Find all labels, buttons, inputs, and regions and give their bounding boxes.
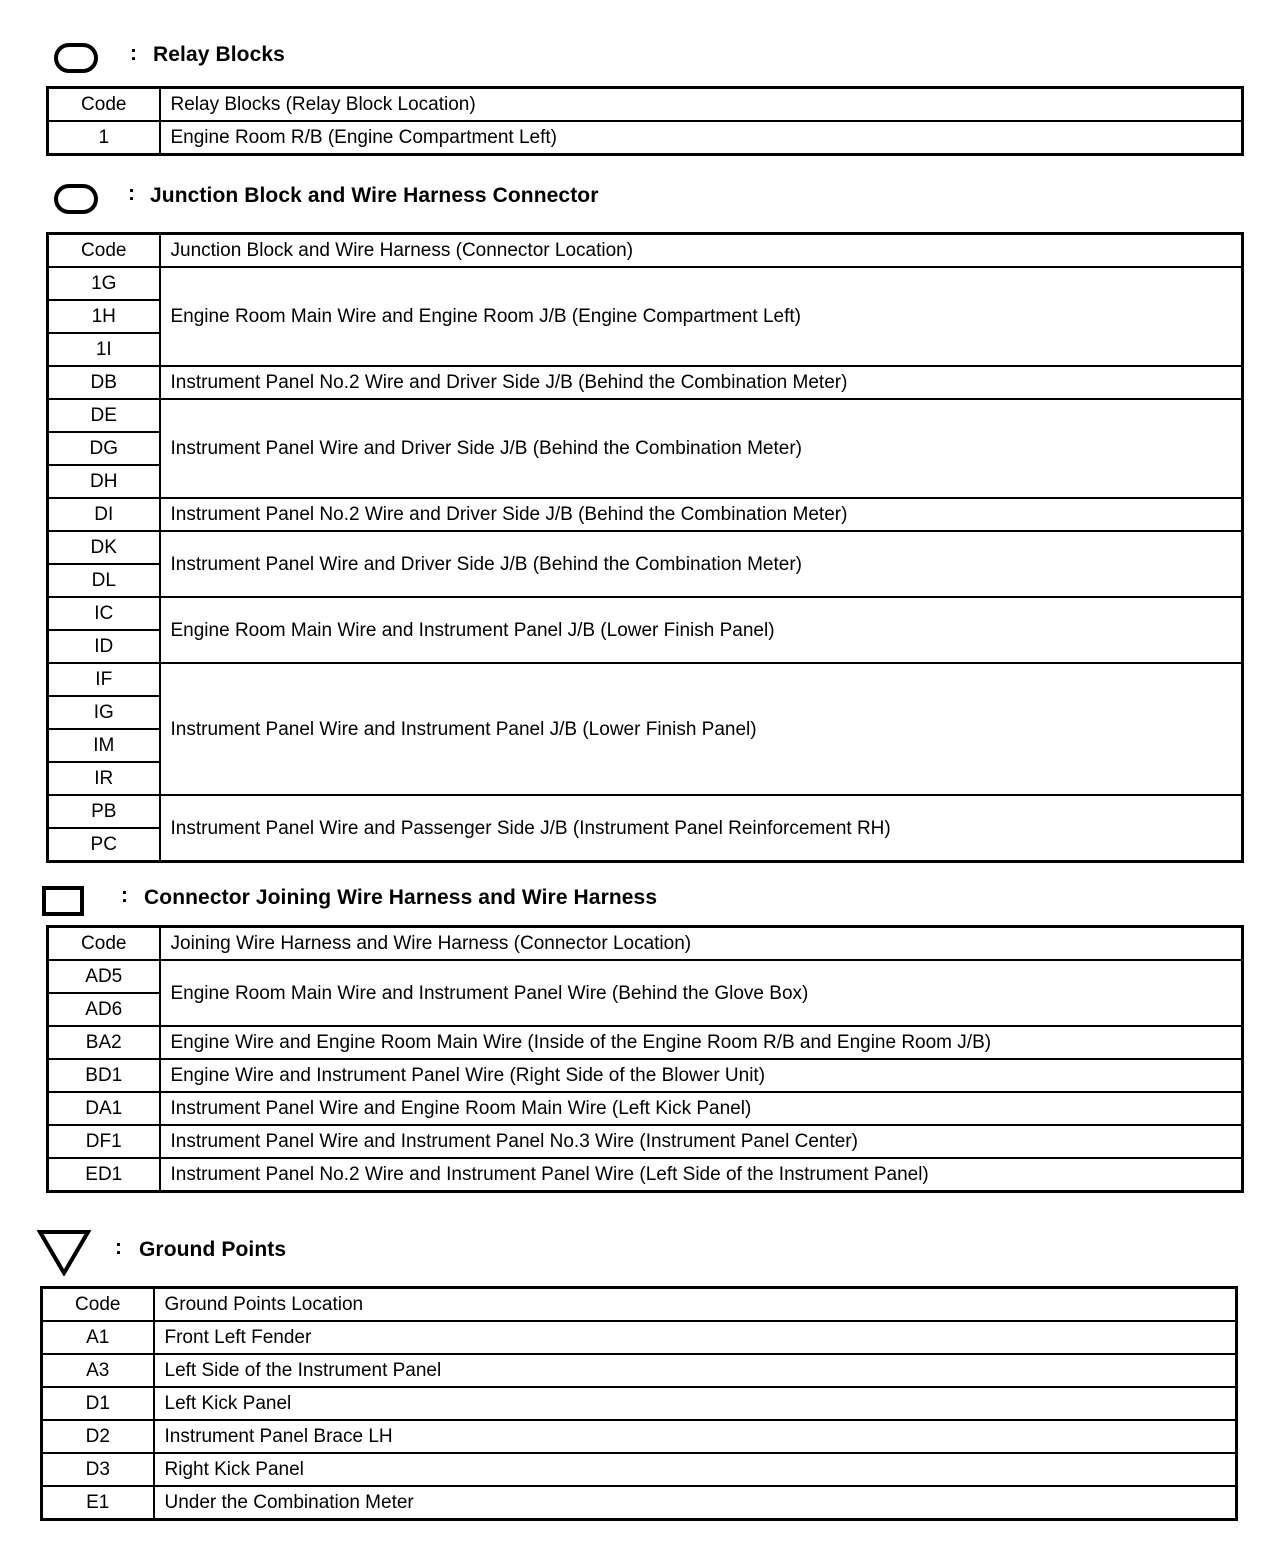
relay-blocks-heading — [0, 38, 1280, 78]
table-row — [48, 1092, 1243, 1125]
table-row — [42, 1453, 1237, 1486]
location-cell: Instrument Panel No.2 Wire and Driver Side J/B (Behind the Combination Meter) — [160, 498, 1243, 531]
code-column-header: Code — [48, 234, 160, 268]
code-cell: A3 — [42, 1354, 154, 1387]
code-cell: D2 — [42, 1420, 154, 1453]
table-row — [42, 1354, 1237, 1387]
location-cell: Instrument Panel Brace LH — [154, 1420, 1237, 1453]
heading-colon: : — [128, 182, 135, 205]
code-cell: AD6 — [48, 993, 160, 1026]
connectors-title: Connector Joining Wire Harness and Wire Harness — [144, 886, 658, 909]
location-cell: Instrument Panel Wire and Passenger Side J/B (Instrument Panel Reinforcement RH) — [160, 795, 1243, 862]
code-cell: IM — [48, 729, 160, 762]
table-row — [42, 1420, 1237, 1453]
ground-points-title: Ground Points — [139, 1238, 287, 1261]
location-cell: Engine Room Main Wire and Instrument Panel Wire (Behind the Glove Box) — [160, 960, 1243, 1026]
table-row — [48, 795, 1243, 828]
location-column-header: Relay Blocks (Relay Block Location) — [160, 88, 1243, 122]
code-cell: AD5 — [48, 960, 160, 993]
code-cell: PB — [48, 795, 160, 828]
table-row — [48, 366, 1243, 399]
code-cell: 1G — [48, 267, 160, 300]
code-cell: DA1 — [48, 1092, 160, 1125]
table-row — [48, 597, 1243, 630]
location-column-header: Junction Block and Wire Harness (Connector Location) — [160, 234, 1243, 268]
location-cell: Instrument Panel No.2 Wire and Driver Side J/B (Behind the Combination Meter) — [160, 366, 1243, 399]
code-column-header: Code — [42, 1288, 154, 1322]
code-column-header: Code — [48, 88, 160, 122]
location-cell: Engine Wire and Engine Room Main Wire (Inside of the Engine Room R/B and Engine Room J/B) — [160, 1026, 1243, 1059]
location-column-header: Joining Wire Harness and Wire Harness (Connector Location) — [160, 927, 1243, 961]
location-cell: Instrument Panel Wire and Instrument Panel J/B (Lower Finish Panel) — [160, 663, 1243, 795]
location-column-header: Ground Points Location — [154, 1288, 1237, 1322]
code-cell: 1 — [48, 121, 160, 155]
square-icon — [42, 886, 84, 916]
code-cell: DH — [48, 465, 160, 498]
code-column-header: Code — [48, 927, 160, 961]
table-header-row — [42, 1288, 1237, 1322]
table-header-row — [48, 88, 1243, 122]
code-cell: PC — [48, 828, 160, 862]
relay-blocks-table — [46, 86, 1244, 156]
code-cell: DE — [48, 399, 160, 432]
location-cell: Instrument Panel Wire and Driver Side J/B (Behind the Combination Meter) — [160, 399, 1243, 498]
table-row — [42, 1486, 1237, 1520]
code-cell: ED1 — [48, 1158, 160, 1192]
code-cell: D3 — [42, 1453, 154, 1486]
table-row — [48, 1059, 1243, 1092]
code-cell: A1 — [42, 1321, 154, 1354]
table-row — [48, 960, 1243, 993]
code-cell: DB — [48, 366, 160, 399]
heading-colon: : — [121, 884, 128, 907]
code-cell: DF1 — [48, 1125, 160, 1158]
location-cell: Engine Wire and Instrument Panel Wire (Right Side of the Blower Unit) — [160, 1059, 1243, 1092]
location-cell: Under the Combination Meter — [154, 1486, 1237, 1520]
table-header-row — [48, 927, 1243, 961]
code-cell: DG — [48, 432, 160, 465]
location-cell: Engine Room Main Wire and Instrument Panel J/B (Lower Finish Panel) — [160, 597, 1243, 663]
junction-blocks-title: Junction Block and Wire Harness Connector — [150, 184, 599, 207]
location-cell: Left Side of the Instrument Panel — [154, 1354, 1237, 1387]
code-cell: 1I — [48, 333, 160, 366]
location-cell: Front Left Fender — [154, 1321, 1237, 1354]
location-cell: Engine Room Main Wire and Engine Room J/B (Engine Compartment Left) — [160, 267, 1243, 366]
table-row — [48, 663, 1243, 696]
location-cell: Left Kick Panel — [154, 1387, 1237, 1420]
table-row — [48, 1026, 1243, 1059]
table-row — [48, 399, 1243, 432]
relay-blocks-title: Relay Blocks — [153, 43, 285, 66]
code-cell: E1 — [42, 1486, 154, 1520]
rounded-rect-icon — [54, 43, 98, 73]
code-cell: 1H — [48, 300, 160, 333]
ground-points-table — [40, 1286, 1238, 1521]
table-row — [42, 1387, 1237, 1420]
location-cell: Instrument Panel Wire and Instrument Panel No.3 Wire (Instrument Panel Center) — [160, 1125, 1243, 1158]
code-cell: DK — [48, 531, 160, 564]
code-cell: DI — [48, 498, 160, 531]
table-row — [48, 498, 1243, 531]
junction-blocks-table — [46, 232, 1244, 863]
location-cell: Instrument Panel Wire and Driver Side J/B (Behind the Combination Meter) — [160, 531, 1243, 597]
code-cell: IC — [48, 597, 160, 630]
location-cell: Instrument Panel Wire and Engine Room Main Wire (Left Kick Panel) — [160, 1092, 1243, 1125]
code-cell: DL — [48, 564, 160, 597]
table-row — [48, 121, 1243, 155]
table-row — [42, 1321, 1237, 1354]
location-cell: Instrument Panel No.2 Wire and Instrument Panel Wire (Left Side of the Instrument Panel) — [160, 1158, 1243, 1192]
connectors-table — [46, 925, 1244, 1193]
heading-colon: : — [130, 42, 137, 65]
code-cell: BD1 — [48, 1059, 160, 1092]
connectors-heading — [0, 882, 1280, 922]
code-cell: ID — [48, 630, 160, 663]
code-cell: D1 — [42, 1387, 154, 1420]
table-row — [48, 1158, 1243, 1192]
location-cell: Engine Room R/B (Engine Compartment Left) — [160, 121, 1243, 155]
heading-colon: : — [115, 1236, 122, 1259]
table-row — [48, 1125, 1243, 1158]
table-row — [48, 267, 1243, 300]
code-cell: IR — [48, 762, 160, 795]
junction-blocks-heading — [0, 180, 1280, 220]
rounded-rect-icon — [54, 184, 98, 214]
ground-points-heading — [0, 1226, 1280, 1278]
code-cell: IF — [48, 663, 160, 696]
code-cell: BA2 — [48, 1026, 160, 1059]
table-header-row — [48, 234, 1243, 268]
triangle-down-icon — [37, 1228, 91, 1276]
location-cell: Right Kick Panel — [154, 1453, 1237, 1486]
code-cell: IG — [48, 696, 160, 729]
table-row — [48, 531, 1243, 564]
